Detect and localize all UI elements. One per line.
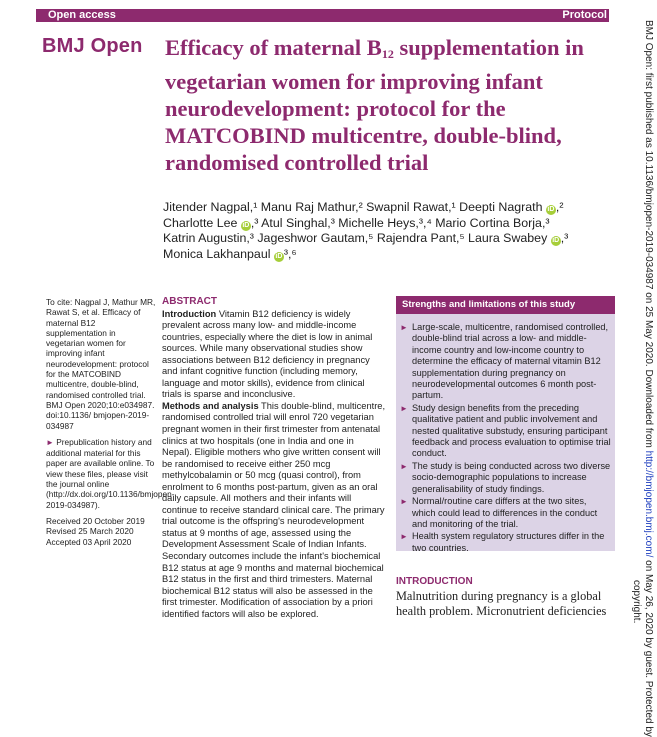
article-type-label: Protocol [562, 9, 607, 21]
author-list: Jitender Nagpal,¹ Manu Raj Mathur,² Swapnil Rawat,¹ Deepti Nagrath iD ,² Charlotte Lee iD ,³ Atul Singhal,³ Michelle Heys,³,⁴ Mario Cortina Borja,³ Katrin Augustin,³ Jageshwor Gautam,⁵ Rajendra Pant,⁵ Laura Swabey iD ,³ Monica Lakhanpaul iD ³,⁶ [163, 200, 569, 261]
side-copyright-note [624, 20, 654, 737]
list-item: ► Study design benefits from the preceding qualitative patient and public involvement and nested qualitative substudy, ensuring participant feedback and process evaluation to optimise trial conduct. [400, 402, 611, 459]
triangle-bullet-icon: ► [400, 323, 408, 332]
list-item: ► Health system regulatory structures differ in the two countries. [400, 531, 605, 553]
journal-logo: BMJ Open [42, 35, 143, 57]
triangle-bullet-icon: ► [400, 403, 408, 413]
accepted-date: Accepted 03 April 2020 [46, 536, 132, 547]
triangle-bullet-icon: ► [400, 461, 408, 471]
abstract-introduction: Introduction Vitamin B12 deficiency is widely prevalent across many low- and middle-income countries, especially where the diet is low in animal sources. While many observational studies show associations between B12 deficiency in pregnancy and infant cognitive function (including memory, language and motor skills), evidence from clinical trials is sparse and inconclusive. [162, 308, 373, 400]
article-title: Efficacy of maternal $B_{12}$ supplementation in vegetarian women for improving infant neurodevelopment: protocol for the MATCOBIND multicentre, double-blind, randomised controlled trial [165, 35, 584, 175]
top-banner [36, 9, 609, 22]
revised-date: Revised 25 March 2020 [46, 526, 134, 537]
received-date: Received 20 October 2019 [46, 515, 145, 526]
journal-link[interactable]: http://bmjopen.bmj.com/ [643, 450, 654, 558]
triangle-bullet-icon: ► [400, 497, 408, 507]
abstract-section [162, 296, 386, 620]
open-access-label: Open access [48, 9, 116, 21]
prepublication-note: ► Prepublication history and additional material for this paper are available online. To view these files, please visit the journal online (http://dx.doi.org/10.1136/bmjopen-2019-034987). [46, 436, 175, 510]
citation-column [46, 297, 175, 547]
triangle-bullet-icon: ► [400, 532, 408, 542]
list-item: ► The study is being conducted across two diverse socio-demographic populations to increase generalisability of study findings. [400, 460, 611, 494]
list-item: ► Large-scale, multicentre, randomised controlled, double-blind trial across a low- and middle-income country and low-income country to determine the efficacy of maternal vitamin B12 supplementation during pregnancy on neurodevelopmental outcomes 6 month post-partum. [400, 322, 609, 401]
orcid-icon[interactable]: iD [275, 252, 283, 260]
orcid-icon[interactable]: iD [552, 237, 560, 244]
strengths-box [396, 296, 615, 551]
list-item: ► Normal/routine care differs at the two sites, which could lead to differences in the conduct and monitoring of the trial. [400, 496, 598, 529]
vertical-text: BMJ Open: first published as 10.1136/bmjopen-2019-034987 on 25 May 2020. Downloaded from http://bmjopen.bmj.com/ on May 26, 2020 by guest. Protected by copyright. [631, 20, 654, 737]
orcid-icon[interactable]: iD [547, 206, 555, 213]
introduction-text: Malnutrition during pregnancy is a global health problem. Micronutrient deficiencies [396, 589, 607, 618]
cite-text: To cite: Nagpal J, Mathur MR, Rawat S, et al. Efficacy of maternal B12 supplementation in vegetarian women for improving infant neurodevelopment: protocol for the MATCOBIND multicentre, double-blind, randomised controlled trial. BMJ Open 2020;10:e034987. doi:10.1136/ bmjopen-2019-034987 [46, 297, 156, 431]
abstract-methods: Methods and analysis This double-blind, multicentre, randomised controlled trial will enrol 720 vegetarian pregnant women in their first trimester from antenatal clinics at two hospitals (one in India and one in Nepal). Eligible mothers who give written consent will be randomised to receive either 250 mcg methylcobalamin or 50 mcg (quasi control), from enrolment to 6 months post-partum, given as an oral daily capsule. All mothers and their infants will continue to receive standard clinical care. The primary trial outcome is the offspring's neurodevelopment status at 9 months of age, assessed using the Development Assessment Scale of Indian Infants. Secondary outcomes include the infant's biochemical B12 status at age 9 months and maternal biochemical B12 status in the first and third trimesters. Maternal biochemical B12 status will also be assessed in the first trimester. Modification of association by a priori identified factors will also be explored. [162, 400, 386, 619]
triangle-bullet-icon: ► [46, 437, 54, 447]
strengths-list [400, 322, 612, 555]
orcid-icon[interactable]: iD [242, 221, 250, 229]
strengths-heading: Strengths and limitations of this study [396, 296, 615, 314]
introduction-heading: INTRODUCTION [396, 576, 473, 587]
abstract-heading: ABSTRACT [162, 296, 217, 307]
